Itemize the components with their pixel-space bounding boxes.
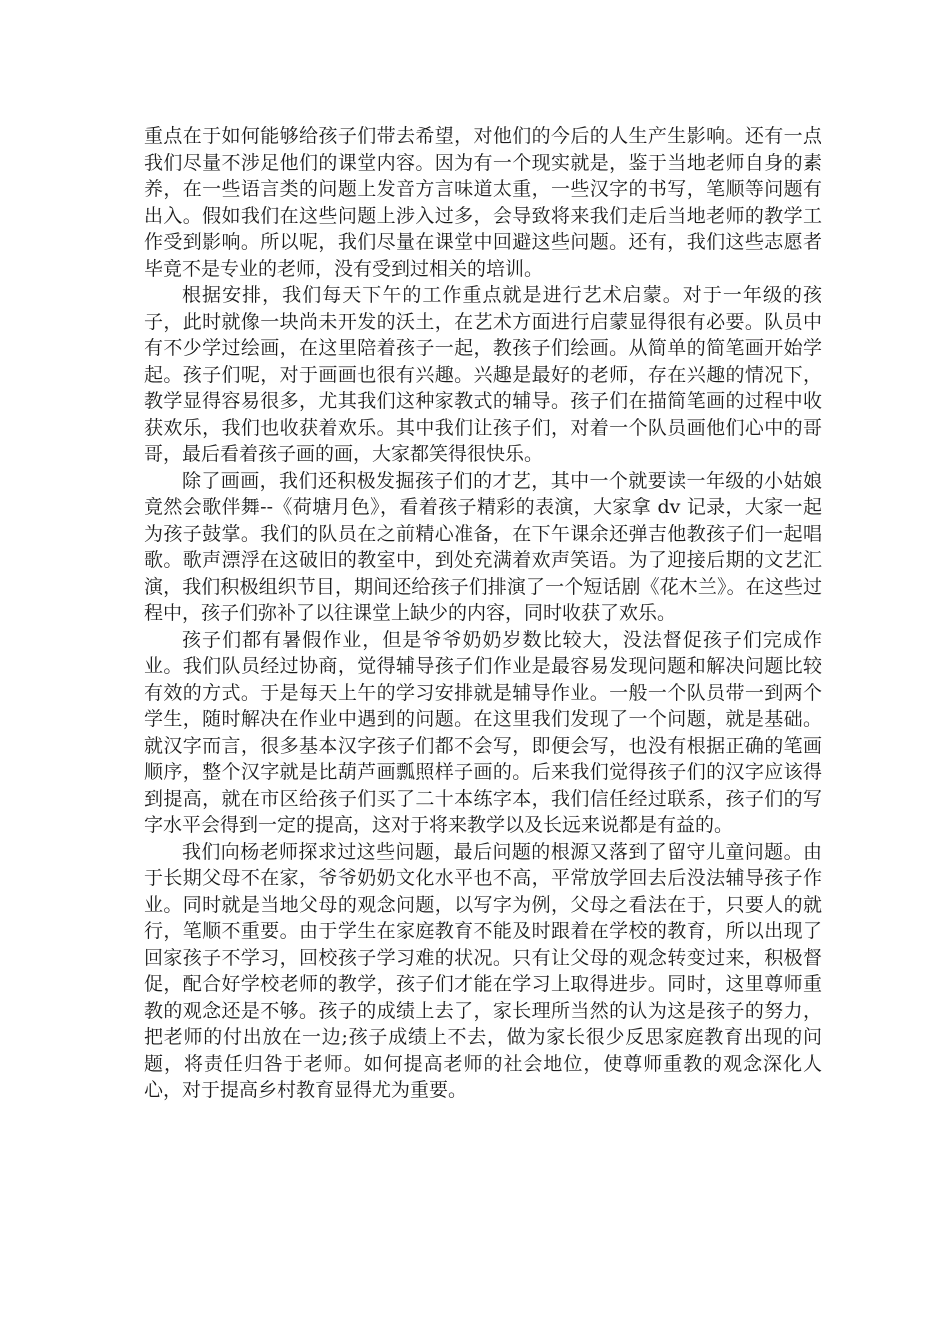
document-body — [144, 123, 822, 1104]
paragraph-5: 我们向杨老师探求过这些问题，最后问题的根源又落到了留守儿童问题。由于长期父母不在家，爷爷奶奶文化水平也不高，平常放学回去后没法辅导孩子作业。同时就是当地父母的观念问题，以写字为例，父母之看法在于，只要人的就行，笔顺不重要。由于学生在家庭教育不能及时跟着在学校的教育，所以出现了回家孩子不学习，回校孩子学习难的状况。只有让父母的观念转变过来，积极督促，配合好学校老师的教学，孩子们才能在学习上取得进步。同时，这里尊师重教的观念还是不够。孩子的成绩上去了，家长理所当然的认为这是孩子的努力，把老师的付出放在一边;孩子成绩上不去，做为家长很少反思家庭教育出现的问题，将责任归咎于老师。如何提高老师的社会地位，使尊师重教的观念深化人心，对于提高乡村教育显得尤为重要。 — [144, 840, 822, 1101]
paragraph-2: 根据安排，我们每天下午的工作重点就是进行艺术启蒙。对于一年级的孩子，此时就像一块尚未开发的沃土，在艺术方面进行启蒙显得很有必要。队员中有不少学过绘画，在这里陪着孩子一起，教孩子们绘画。从简单的简笔画开始学起。孩子们呢，对于画画也很有兴趣。兴趣是最好的老师，存在兴趣的情况下，教学显得容易很多，尤其我们这种家教式的辅导。孩子们在描简笔画的过程中收获欢乐，我们也收获着欢乐。其中我们让孩子们，对着一个队员画他们心中的哥哥，最后看着孩子画的画，大家都笑得很快乐。 — [144, 284, 822, 465]
paragraph-3: 除了画画，我们还积极发掘孩子们的才艺，其中一个就要读一年级的小姑娘竟然会歌伴舞--《荷塘月色》，看着孩子精彩的表演，大家拿 dv 记录，大家一起为孩子鼓掌。我们的队员在之前精心准备，在下午课余还弹吉他教孩子们一起唱歌。歌声漂浮在这破旧的教室中，到处充满着欢声笑语。为了迎接后期的文艺汇演，我们积极组织节目，期间还给孩子们排演了一个短话剧《花木兰》。在这些过程中，孩子们弥补了以往课堂上缺少的内容，同时收获了欢乐。 — [144, 469, 822, 624]
paragraph-1: 重点在于如何能够给孩子们带去希望，对他们的今后的人生产生影响。还有一点我们尽量不涉足他们的课堂内容。因为有一个现实就是，鉴于当地老师自身的素养，在一些语言类的问题上发音方言味道太重，一些汉字的书写，笔顺等问题有出入。假如我们在这些问题上涉入过多，会导致将来我们走后当地老师的教学工作受到影响。所以呢，我们尽量在课堂中回避这些问题。还有，我们这些志愿者毕竟不是专业的老师，没有受到过相关的培训。 — [144, 125, 822, 280]
paragraph-4: 孩子们都有暑假作业，但是爷爷奶奶岁数比较大，没法督促孩子们完成作业。我们队员经过协商，觉得辅导孩子们作业是最容易发现问题和解决问题比较有效的方式。于是每天上午的学习安排就是辅导作业。一般一个队员带一到两个学生，随时解决在作业中遇到的问题。在这里我们发现了一个问题，就是基础。就汉字而言，很多基本汉字孩子们都不会写，即便会写，也没有根据正确的笔画顺序，整个汉字就是比葫芦画瓢照样子画的。后来我们觉得孩子们的汉字应该得到提高，就在市区给孩子们买了二十本练字本，我们信任经过联系，孩子们的写字水平会得到一定的提高，这对于将来教学以及长远来说都是有益的。 — [144, 628, 822, 836]
